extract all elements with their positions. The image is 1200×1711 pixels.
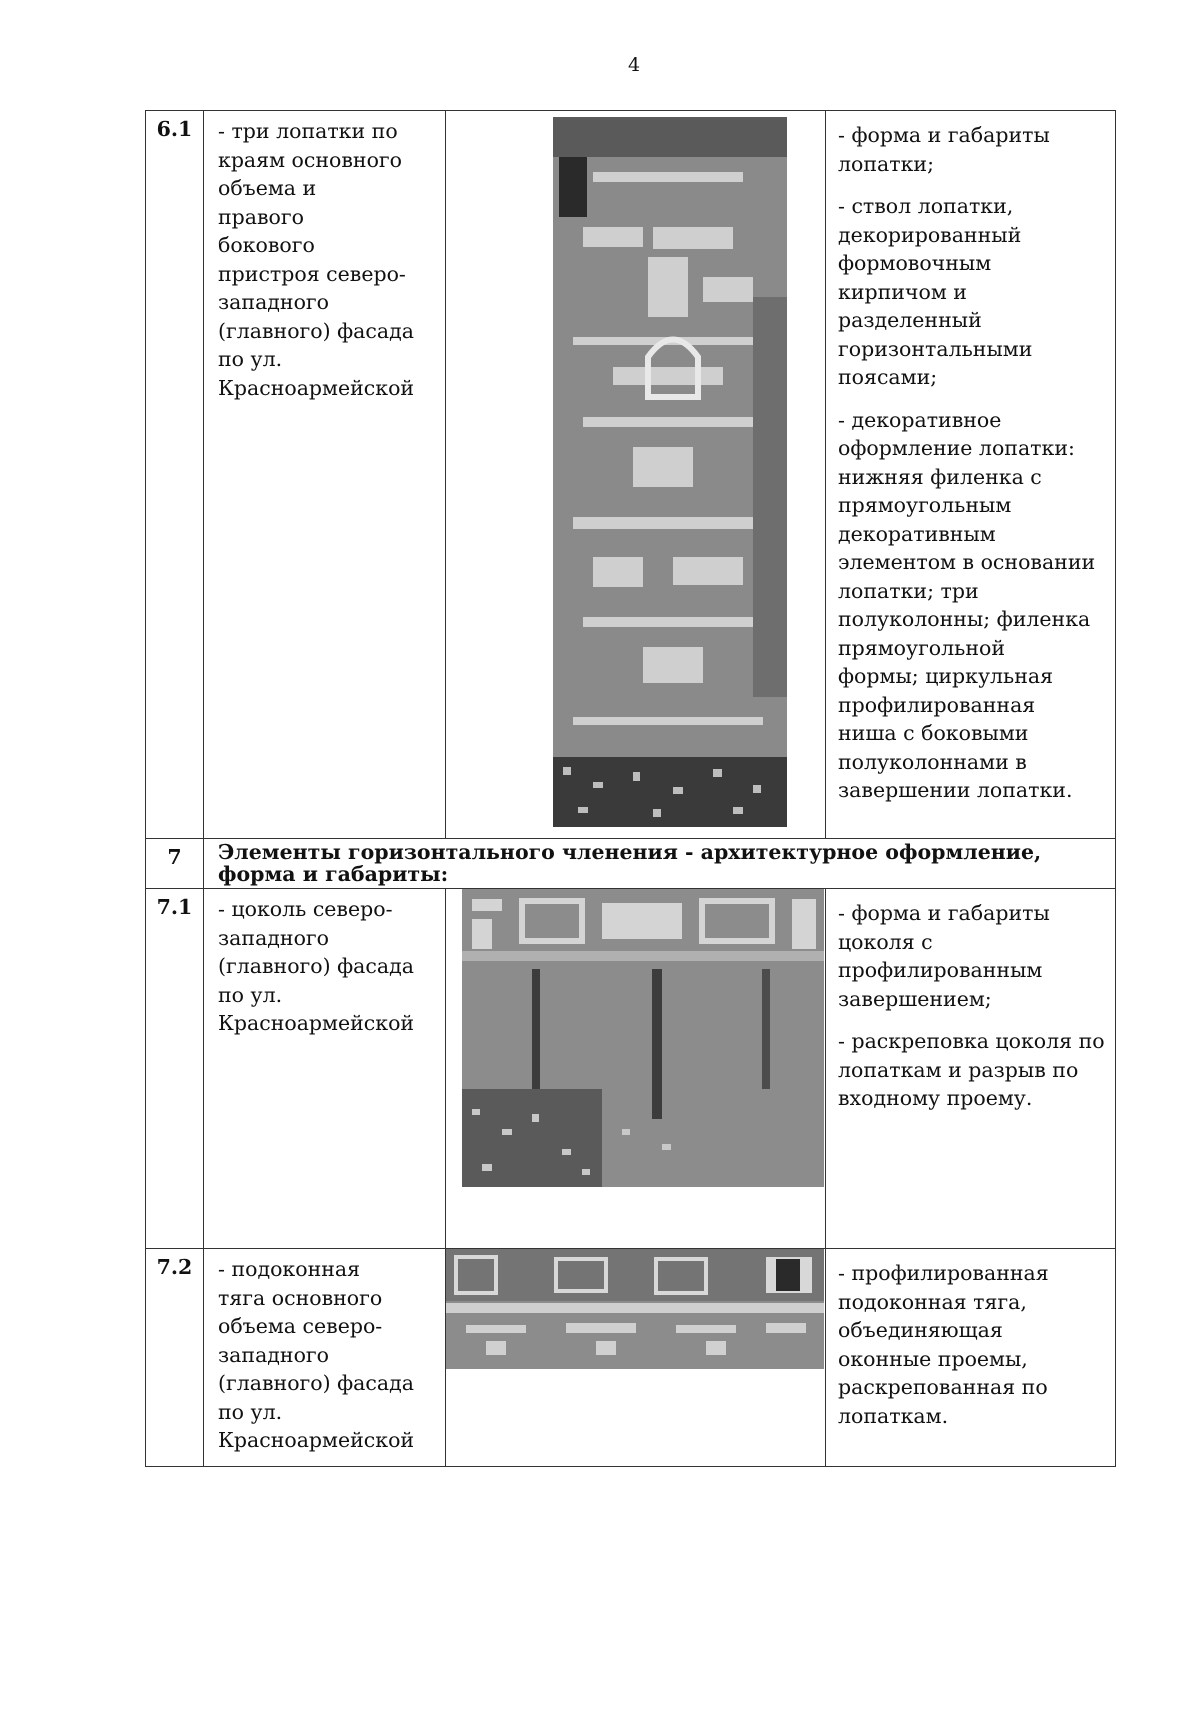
sill-cornice-photo xyxy=(446,1249,824,1369)
feature-item: - форма и габариты лопатки; xyxy=(838,123,1050,176)
photo-cell xyxy=(446,111,826,839)
feature-item: - раскреповка цоколя по лопаткам и разрыв по входному проему. xyxy=(838,1029,1105,1110)
element-description: - цоколь северо- западного (главного) фасада по ул. Красноармейской xyxy=(204,889,446,1249)
row-number: 6.1 xyxy=(146,111,204,839)
element-description: - подоконная тяга основного объема северо- западного (главного) фасада по ул. Красноармейской xyxy=(204,1249,446,1467)
row-number: 7.2 xyxy=(146,1249,204,1467)
pilaster-photo xyxy=(553,117,787,827)
photo-cell xyxy=(446,889,826,1249)
table-row-7-2 xyxy=(146,1249,1116,1467)
table-row-7-1 xyxy=(146,889,1116,1249)
feature-item: - форма и габариты цоколя с профилированным завершением; xyxy=(838,901,1050,1011)
element-description: - три лопатки по краям основного объема и правого бокового пристроя северо- западного (главного) фасада по ул. Красноармейской xyxy=(204,111,446,839)
row-number: 7 xyxy=(146,839,204,889)
feature-item: - декоративное оформление лопатки: нижняя филенка с прямоугольным декоративным элементом в основании лопатки; три полуколонны; филенка прямоугольной формы; циркульная профилированная ниша с боковыми полуколоннами в завершении лопатки. xyxy=(838,407,1096,802)
plinth-photo xyxy=(462,889,824,1187)
heritage-elements-table xyxy=(145,110,1116,1467)
row-number: 7.1 xyxy=(146,889,204,1249)
table-row-6-1 xyxy=(146,111,1116,839)
feature-item: - ствол лопатки, декорированный формовочным кирпичом и разделенный горизонтальными поясами; xyxy=(838,194,1033,389)
page-number: 4 xyxy=(627,54,641,76)
photo-cell xyxy=(446,1249,826,1467)
protected-features xyxy=(826,889,1116,1249)
protected-features xyxy=(826,111,1116,839)
feature-item: - профилированная подоконная тяга, объединяющая оконные проемы, раскрепованная по лопаткам. xyxy=(838,1261,1049,1428)
protected-features xyxy=(826,1249,1116,1467)
section-header: Элементы горизонтального членения - архитектурное оформление, форма и габариты: xyxy=(204,839,1116,889)
table-row-7 xyxy=(146,839,1116,889)
